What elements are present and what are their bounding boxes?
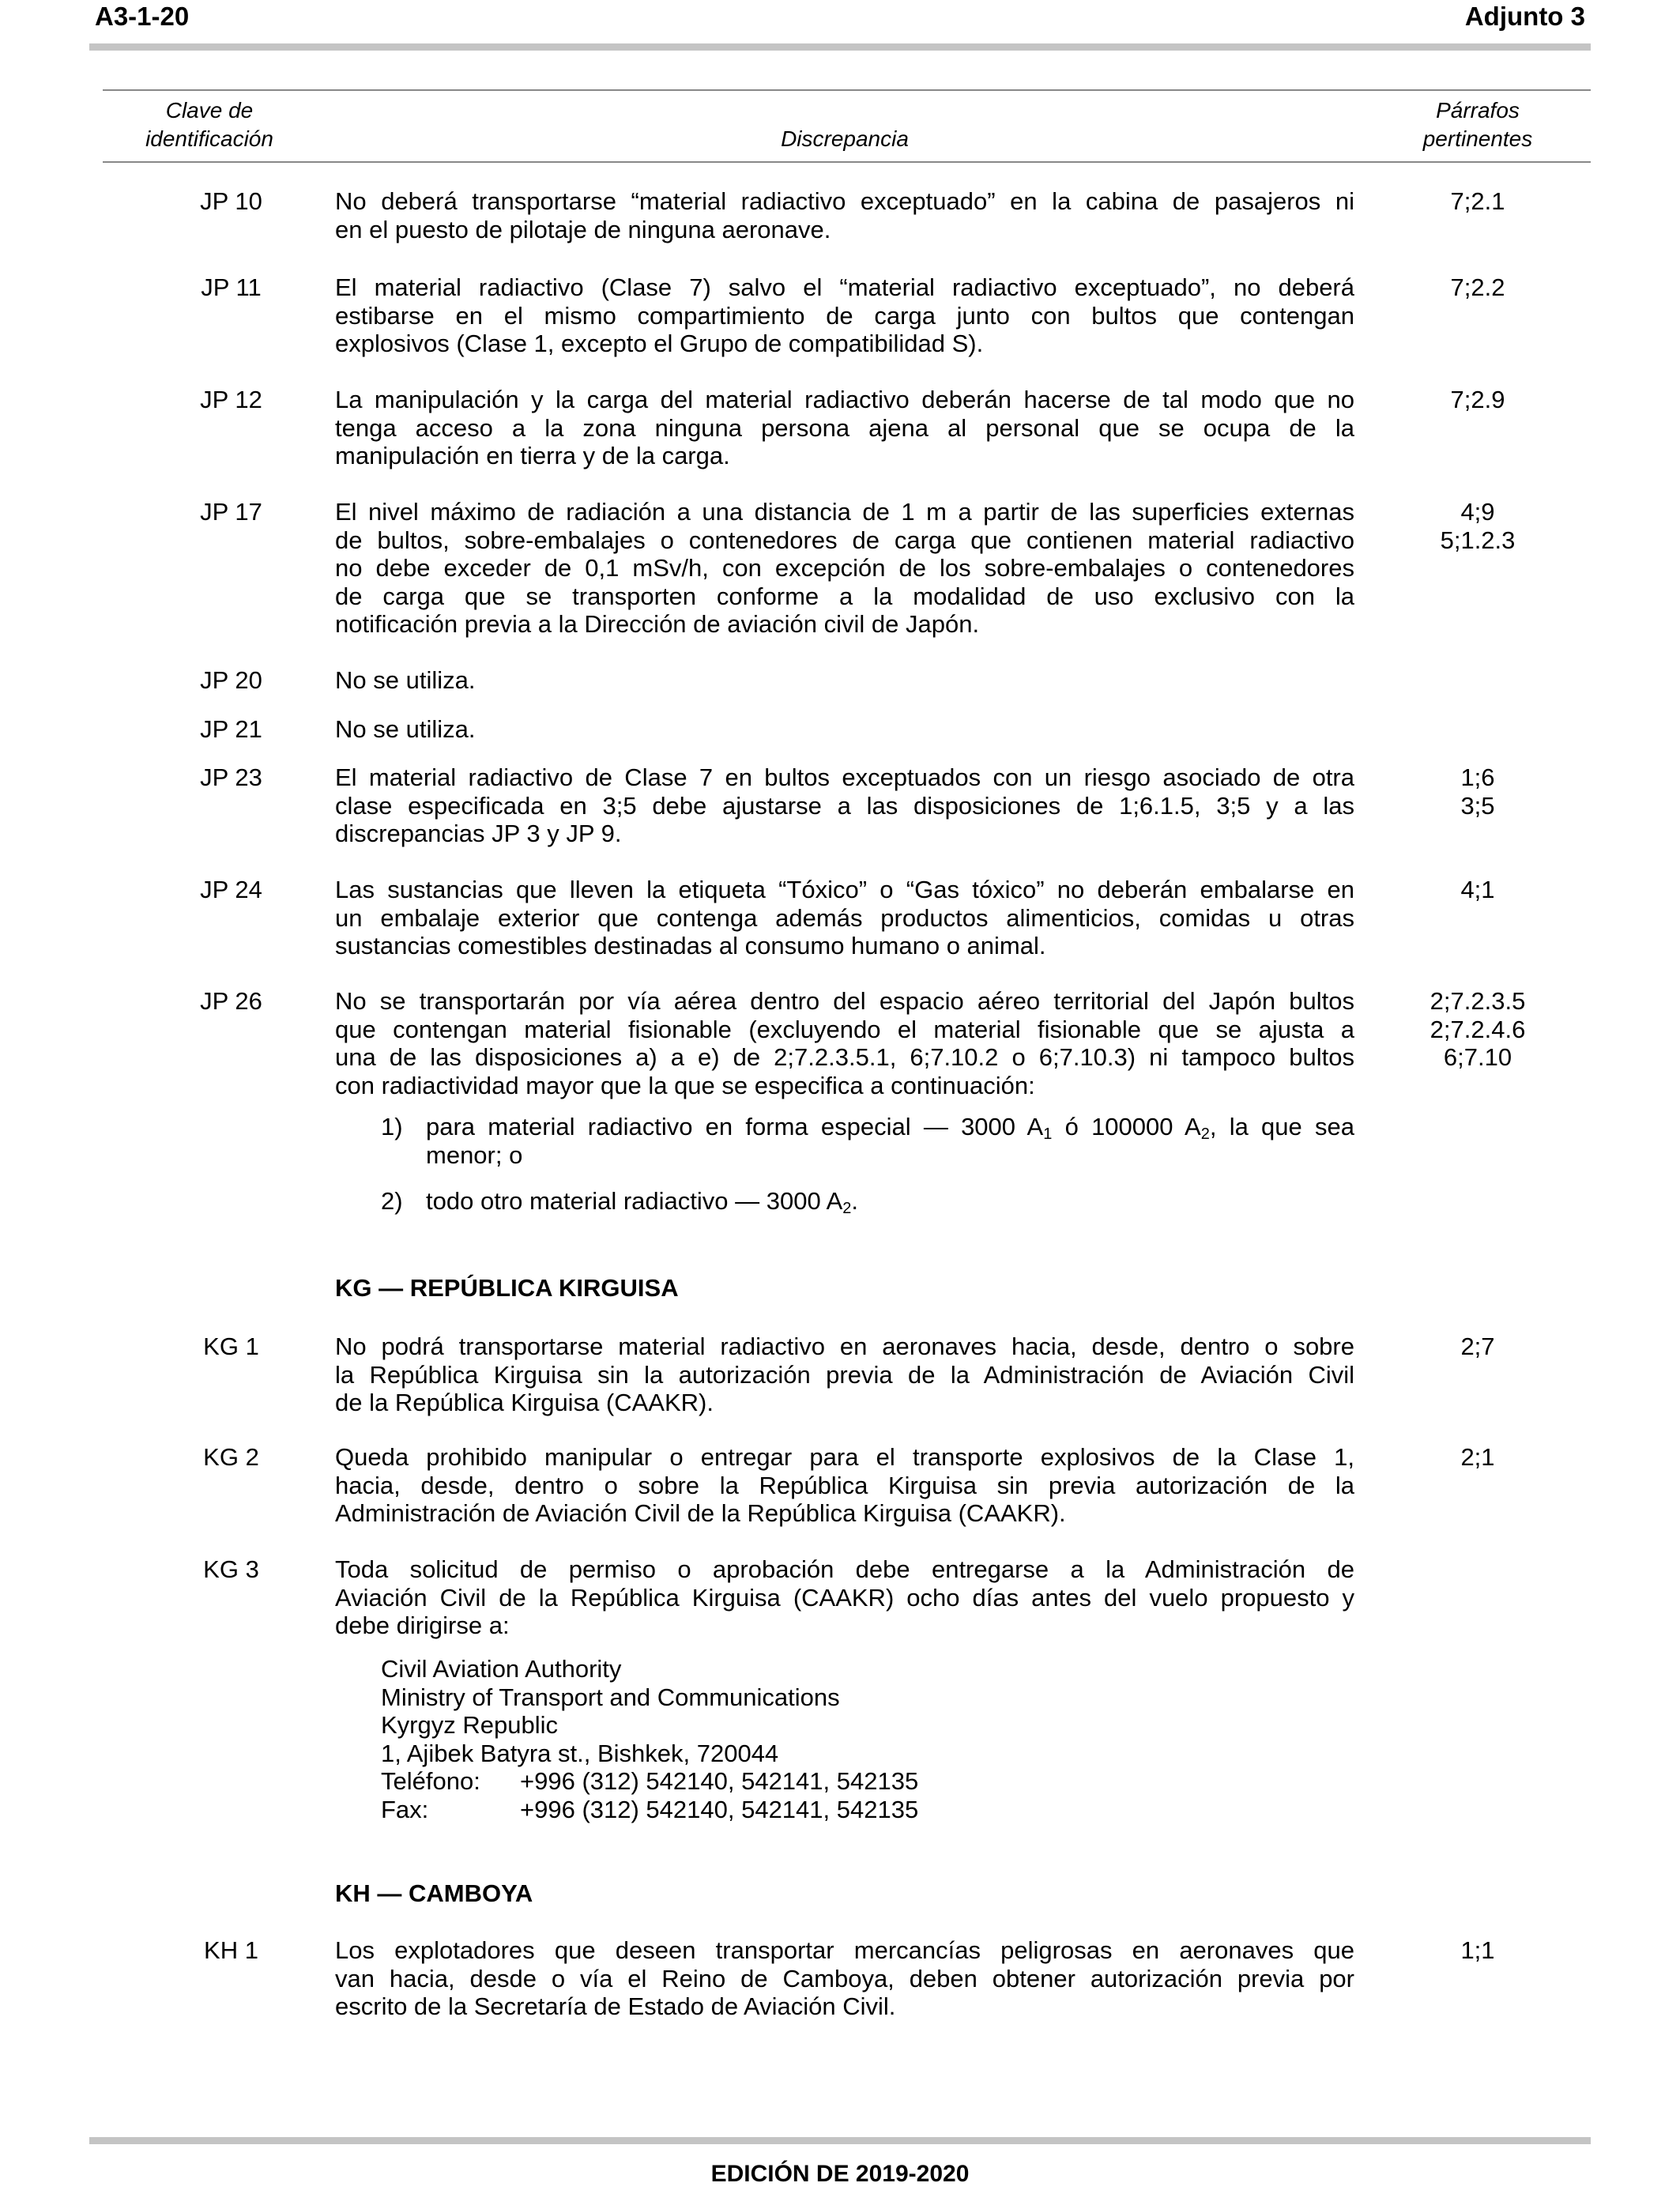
text-line: Las sustancias que lleven la etiqueta “Tóxico” o “Gas tóxico” no deberán embalarse en	[335, 876, 1354, 903]
text-line: Queda prohibido manipular o entregar para el transporte explosivos de la Clase 1,	[335, 1443, 1354, 1471]
ref-line: 7;2.2	[1450, 273, 1505, 301]
row-discrepancy	[335, 763, 1354, 848]
text-line: de la República Kirguisa (CAAKR).	[335, 1389, 714, 1416]
text-line: una de las disposiciones a) a e) de 2;7.2.3.5.1, 6;7.10.2 o 6;7.10.3) ni tampoco bultos	[335, 1043, 1354, 1071]
row-id: JP 20	[200, 666, 262, 694]
row-refs	[1367, 987, 1588, 1072]
phone-value: +996 (312) 542140, 542141, 542135	[520, 1767, 919, 1795]
row-refs	[1367, 386, 1588, 414]
row-discrepancy	[335, 386, 1354, 470]
ref-line: 4;1	[1460, 876, 1495, 903]
text-line: La manipulación y la carga del material radiactivo deberán hacerse de tal modo que no	[335, 386, 1354, 413]
text-line: todo otro material radiactivo — 3000 $A_2$.	[426, 1187, 859, 1217]
text-line: no debe exceder de 0,1 mSv/h, con excepción de los sobre-embalajes o contenedores	[335, 554, 1354, 582]
address-line: Ministry of Transport and Communications	[381, 1683, 840, 1711]
column-header-id-line: identificación	[145, 126, 273, 151]
column-header-id-line: Clave de	[165, 98, 254, 123]
text-line: tenga acceso a la zona ninguna persona ajena al personal que se ocupa de la	[335, 413, 1354, 442]
ref-line: 1;6	[1460, 763, 1495, 791]
list-item-number: 1)	[381, 1113, 403, 1140]
column-header-discrepancy: Discrepancia	[781, 126, 909, 151]
row-id: KG 3	[203, 1555, 259, 1583]
text-line: Los explotadores que deseen transportar mercancías peligrosas en aeronaves que	[335, 1936, 1354, 1964]
text-line: Toda solicitud de permiso o aprobación debe entregarse a la Administración de	[335, 1555, 1354, 1583]
row-refs	[1367, 273, 1588, 302]
row-refs	[1367, 763, 1588, 820]
list-item-number: 2)	[381, 1187, 403, 1215]
row-refs	[1367, 187, 1588, 216]
text-line: El material radiactivo (Clase 7) salvo el “material radiactivo exceptuado”, no deberá	[335, 273, 1354, 301]
text-line: un embalaje exterior que contenga además productos alimenticios, comidas u otras	[335, 903, 1354, 932]
text-line: de bultos, sobre-embalajes o contenedores de carga que contienen material radiactivo	[335, 526, 1354, 554]
text-line: No deberá transportarse “material radiactivo exceptuado” en la cabina de pasajeros ni	[335, 187, 1354, 215]
phone-label: Teléfono:	[381, 1767, 480, 1795]
column-header-refs-line: pertinentes	[1422, 126, 1533, 151]
text-line: para material radiactivo en forma especial — 3000 $A_1$ ó 100000 $A_2$, la que sea	[426, 1113, 1354, 1143]
row-id: KG 1	[203, 1333, 259, 1360]
text-line: El nivel máximo de radiación a una distancia de 1 m a partir de las superficies externas	[335, 498, 1354, 526]
row-id: KG 2	[203, 1443, 259, 1471]
column-header-refs	[1367, 96, 1588, 153]
text-line: con radiactividad mayor que la que se especifica a continuación:	[335, 1071, 1035, 1099]
address-line: Kyrgyz Republic	[381, 1711, 558, 1739]
text-line: escrito de la Secretaría de Estado de Aviación Civil.	[335, 1992, 896, 2020]
ref-line: 7;2.9	[1450, 386, 1505, 413]
row-refs	[1367, 1333, 1588, 1361]
table-top-rule	[103, 89, 1591, 91]
text-line: estibarse en el mismo compartimiento de carga junto con bultos que contengan	[335, 301, 1354, 330]
footer-rule	[89, 2137, 1591, 2144]
text-line: que contengan material fisionable (excluyendo el material fisionable que se ajusta a	[335, 1015, 1354, 1043]
text-line: van hacia, desde o vía el Reino de Camboya, deben obtener autorización previa por	[335, 1964, 1354, 1992]
row-discrepancy	[335, 987, 1354, 1099]
text-line: sustancias comestibles destinadas al consumo humano o animal.	[335, 932, 1046, 959]
text-line: No se utiliza.	[335, 666, 476, 694]
text-line: No se transportarán por vía aérea dentro del espacio aéreo territorial del Japón bultos	[335, 987, 1354, 1015]
section-heading-kh: KH — CAMBOYA	[335, 1879, 533, 1907]
section-heading-kg: KG — REPÚBLICA KIRGUISA	[335, 1274, 679, 1302]
table-header-rule	[103, 161, 1591, 163]
ref-line: 2;7	[1460, 1333, 1495, 1360]
row-discrepancy	[335, 1333, 1354, 1417]
row-discrepancy	[335, 498, 1354, 639]
column-header-refs-line: Párrafos	[1436, 98, 1520, 123]
row-discrepancy	[335, 1555, 1354, 1640]
ref-line: 6;7.10	[1443, 1043, 1512, 1071]
fax-value: +996 (312) 542140, 542141, 542135	[520, 1795, 919, 1823]
text-line: debe dirigirse a:	[335, 1612, 510, 1639]
text-line: manipulación en tierra y de la carga.	[335, 442, 730, 469]
row-id: JP 21	[200, 715, 262, 743]
text-line: clase especificada en 3;5 debe ajustarse a las disposiciones de 1;6.1.5, 3;5 y a las	[335, 791, 1354, 820]
row-id: JP 24	[200, 876, 262, 903]
text-line: No podrá transportarse material radiactivo en aeronaves hacia, desde, dentro o sobre	[335, 1333, 1354, 1360]
header-rule	[89, 43, 1591, 51]
page-reference: A3-1-20	[95, 2, 190, 31]
row-refs	[1367, 1443, 1588, 1472]
ref-line: 2;7.2.4.6	[1430, 1015, 1526, 1043]
text-line: discrepancias JP 3 y JP 9.	[335, 820, 622, 847]
address-phone	[381, 1767, 918, 1796]
text-line: en el puesto de pilotaje de ninguna aeronave.	[335, 215, 831, 243]
row-discrepancy	[335, 273, 1354, 358]
row-id: JP 12	[200, 386, 262, 413]
edition-footer: EDICIÓN DE 2019-2020	[710, 2161, 970, 2187]
row-id: JP 23	[200, 763, 262, 791]
ref-line: 1;1	[1460, 1936, 1495, 1964]
address-line: Civil Aviation Authority	[381, 1655, 622, 1683]
text-line: hacia, desde, dentro o sobre la República Kirguisa sin previa autorización de la	[335, 1471, 1354, 1499]
attachment-label: Adjunto 3	[1464, 2, 1585, 31]
text-line: No se utiliza.	[335, 715, 476, 743]
row-discrepancy	[335, 1443, 1354, 1528]
row-id: JP 11	[201, 273, 262, 301]
row-id: JP 17	[200, 498, 262, 526]
fax-label: Fax:	[381, 1795, 429, 1823]
list-item-text	[426, 1113, 1354, 1169]
row-discrepancy	[335, 1936, 1354, 2021]
text-line: de carga que se transporten conforme a la modalidad de uso exclusivo con la	[335, 582, 1354, 610]
address-fax	[381, 1796, 918, 1824]
text-line: la República Kirguisa sin la autorización previa de la Administración de Aviación Civil	[335, 1360, 1354, 1389]
row-discrepancy	[335, 876, 1354, 960]
text-line: El material radiactivo de Clase 7 en bultos exceptuados con un riesgo asociado de otra	[335, 763, 1354, 791]
ref-line: 4;9	[1460, 498, 1495, 526]
ref-line: 3;5	[1460, 791, 1495, 820]
ref-line: 7;2.1	[1450, 187, 1505, 215]
row-discrepancy	[335, 187, 1354, 243]
address-block	[381, 1655, 918, 1823]
row-id: JP 10	[200, 187, 262, 215]
row-refs	[1367, 498, 1588, 554]
text-line: Administración de Aviación Civil de la República Kirguisa (CAAKR).	[335, 1499, 1066, 1527]
row-refs	[1367, 876, 1588, 904]
row-refs	[1367, 1936, 1588, 1965]
column-header-id	[103, 96, 316, 153]
row-discrepancy	[335, 666, 1354, 695]
text-line: explosivos (Clase 1, excepto el Grupo de compatibilidad S).	[335, 330, 984, 357]
text-line: notificación previa a la Dirección de aviación civil de Japón.	[335, 610, 980, 638]
list-item-text	[426, 1187, 1354, 1216]
address-line: 1, Ajibek Batyra st., Bishkek, 720044	[381, 1739, 779, 1767]
row-discrepancy	[335, 715, 1354, 744]
ref-line: 2;7.2.3.5	[1430, 987, 1526, 1015]
row-id: KH 1	[204, 1936, 258, 1964]
text-line: Aviación Civil de la República Kirguisa (CAAKR) ocho días antes del vuelo propuesto y	[335, 1583, 1354, 1612]
text-line: menor; o	[426, 1140, 523, 1169]
ref-line: 5;1.2.3	[1440, 526, 1516, 554]
ref-line: 2;1	[1460, 1443, 1495, 1471]
row-id: JP 26	[200, 987, 262, 1015]
